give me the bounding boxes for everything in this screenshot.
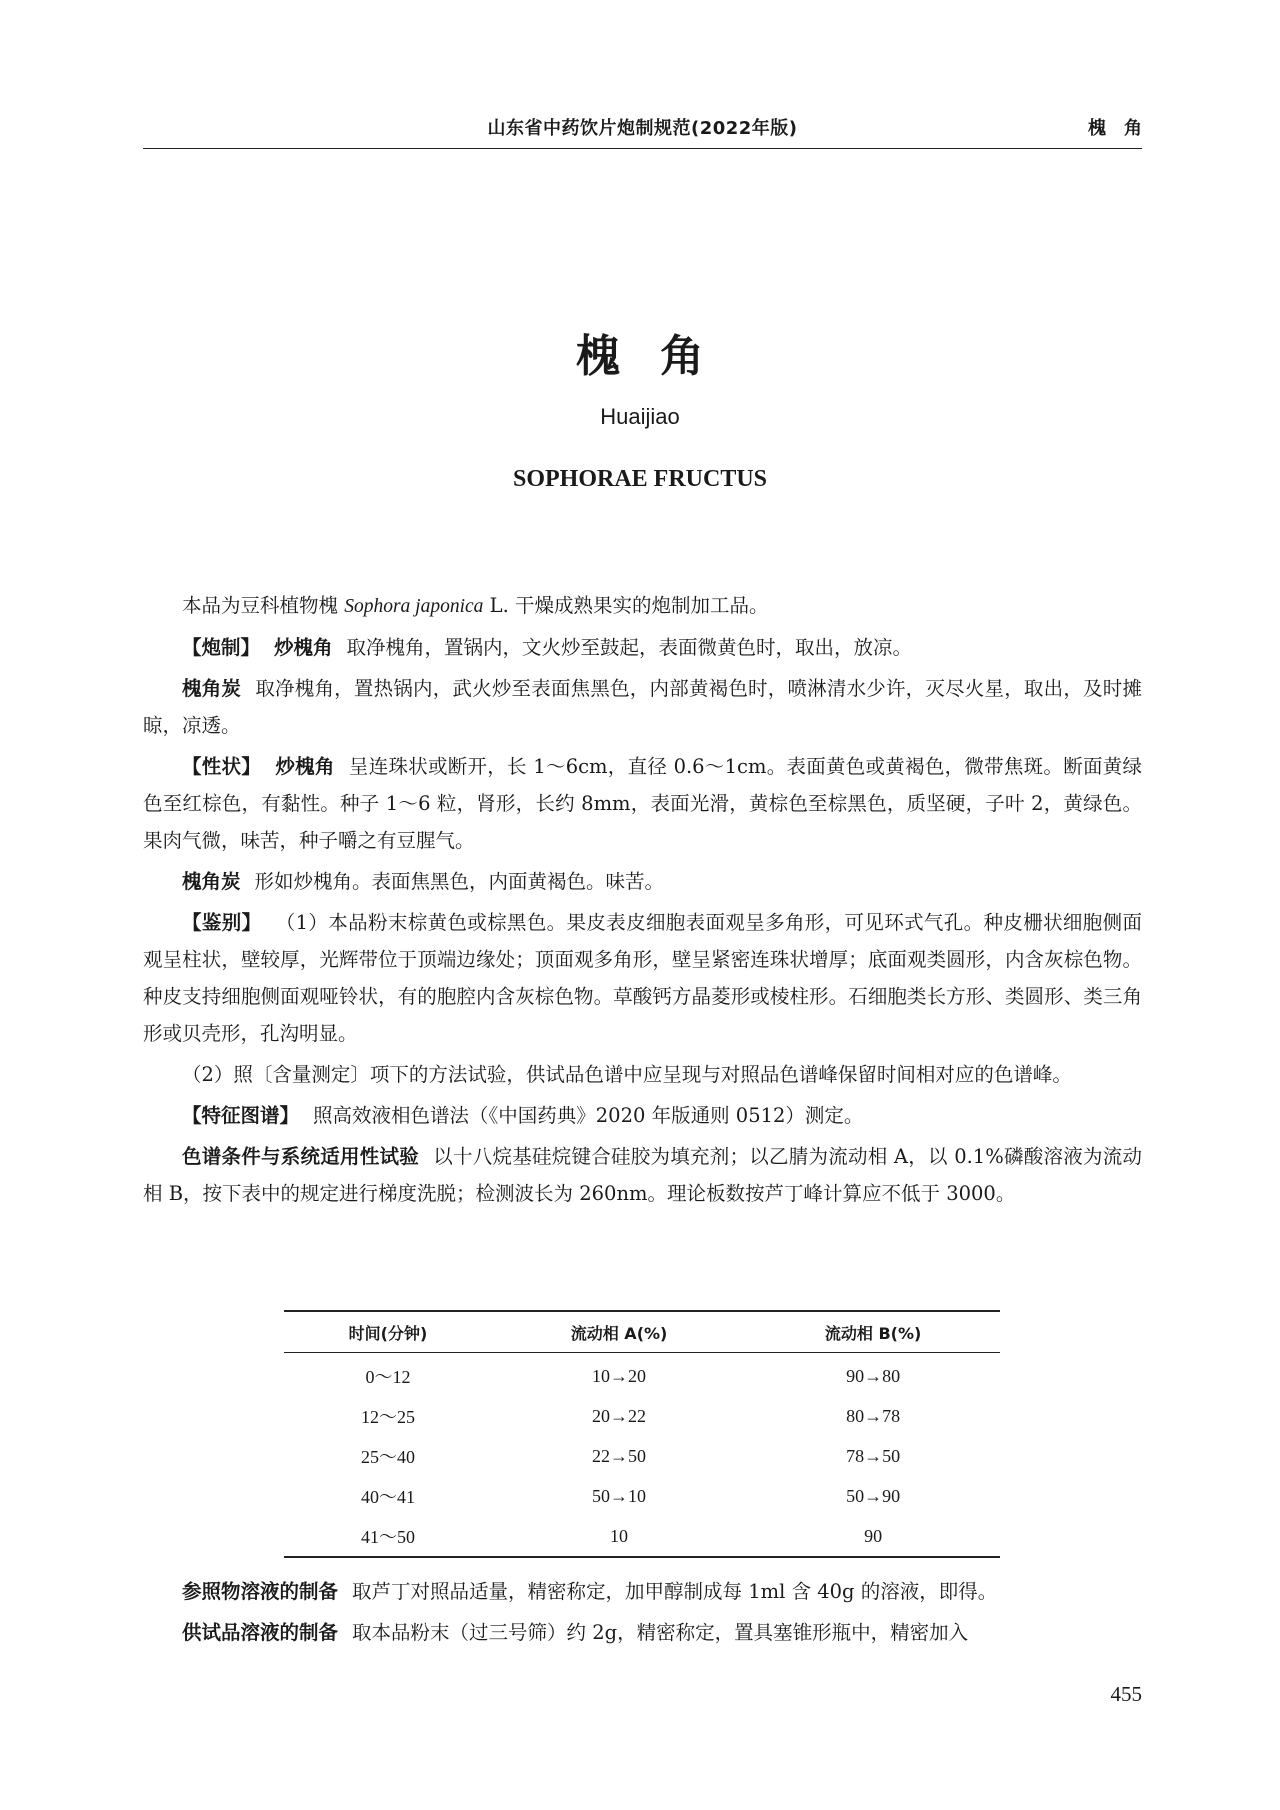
processing-charcoal-paragraph: 槐角炭 取净槐角，置热锅内，武火炒至表面焦黑色，内部黄褐色时，喷淋清水少许，灭尽火星，取出，及时摊晾，凉透。 [143, 677, 1142, 737]
table-cell: 0～12 [365, 1367, 411, 1387]
running-header [143, 108, 1160, 149]
subheading: 色谱条件与系统适用性试验 [182, 1145, 419, 1168]
page-number: 455 [1110, 1682, 1142, 1706]
table-cell: 80→78 [846, 1405, 901, 1426]
table-cell: 25～40 [360, 1447, 415, 1467]
chromatography-paragraph: 色谱条件与系统适用性试验 以十八烷基硅烷键合硅胶为填充剂；以乙腈为流动相 A，以 0.1%磷酸溶液为流动相 B，按下表中的规定进行梯度洗脱；检测波长为 260nm。理论板数按芦丁峰计算应不低于 3000。 [143, 1145, 1142, 1205]
table-cell: 22→50 [592, 1445, 647, 1466]
test-solution-paragraph: 供试品溶液的制备 取本品粉末（过三号筛）约 2g，精密称定，置具塞锥形瓶中，精密加入 [182, 1621, 969, 1644]
running-title: 槐角 [1088, 118, 1160, 139]
table-cell: 12～25 [360, 1407, 415, 1427]
monograph-body [143, 587, 1142, 1216]
identification-paragraph: 【鉴别】 （1）本品粉末棕黄色或棕黑色。果皮表皮细胞表面观呈多角形，可见环式气孔。种皮栅状细胞侧面观呈柱状，壁较厚，光辉带位于顶端边缘处；顶面观多角形，壁呈紧密连珠状增厚；底面观类圆形，内含灰棕色物。种皮支持细胞侧面观哑铃状，有的胞腔内含灰棕色物。草酸钙方晶菱形或棱柱形。石细胞类长方形、类圆形、类三角形或贝壳形，孔沟明显。 [143, 911, 1142, 1045]
section-heading-processing: 【炮制】 [182, 636, 261, 659]
subheading: 参照物溶液的制备 [182, 1580, 339, 1603]
fingerprint-paragraph: 【特征图谱】 照高效液相色谱法（《中国药典》2020 年版通则 0512）测定。 [182, 1104, 864, 1127]
processing-paragraph: 【炮制】 炒槐角 取净槐角，置锅内，文火炒至鼓起，表面微黄色时，取出，放凉。 [182, 636, 913, 659]
table-cell: 50→90 [846, 1485, 901, 1506]
table-header-cell: 流动相 B(%) [746, 1311, 1000, 1353]
description-paragraph: 【性状】 炒槐角 呈连珠状或断开，长 1～6cm，直径 0.6～1cm。表面黄色或黄褐色，微带焦斑。断面黄绿色至红棕色，有黏性。种子 1～6 粒，肾形，长约 8mm，表面光滑，黄棕色至棕黑色，质坚硬，子叶 2，黄绿色。果肉气微，味苦，种子嚼之有豆腥气。 [143, 755, 1142, 852]
monograph-latin-name: SOPHORAE FRUCTUS [512, 466, 768, 492]
reference-solution-paragraph: 参照物溶液的制备 取芦丁对照品适量，精密称定，加甲醇制成每 1ml 含 40g 的溶液，即得。 [182, 1580, 998, 1603]
table-row [284, 1476, 1000, 1516]
table-cell: 41～50 [360, 1527, 415, 1547]
subheading: 炒槐角 [275, 755, 335, 778]
table-header-row [284, 1311, 1000, 1353]
table-cell: 10 [610, 1525, 629, 1546]
table-cell: 40～41 [360, 1487, 415, 1507]
table-cell: 20→22 [592, 1405, 647, 1426]
gradient-table [284, 1310, 1000, 1558]
identification-2-paragraph: （2）照〔含量测定〕项下的方法试验，供试品色谱中应呈现与对照品色谱峰保留时间相对应的色谱峰。 [182, 1063, 1072, 1086]
table-header-cell: 时间(分钟) [284, 1311, 492, 1353]
section-heading-identification: 【鉴别】 [182, 911, 262, 934]
table-cell: 50→10 [592, 1485, 647, 1506]
table-row [284, 1436, 1000, 1476]
section-heading-description: 【性状】 [182, 755, 262, 778]
book-title: 山东省中药饮片炮制规范(2022年版) [487, 118, 798, 139]
species-name: Sophora japonica [344, 596, 484, 617]
description-charcoal-paragraph: 槐角炭 形如炒槐角。表面焦黑色，内面黄褐色。味苦。 [182, 870, 665, 893]
subheading: 槐角炭 [182, 870, 241, 893]
monograph-pinyin: Huaijiao [600, 404, 680, 429]
table-cell: 90→80 [846, 1365, 901, 1386]
monograph-title: 槐角 [576, 331, 744, 382]
subheading: 供试品溶液的制备 [182, 1621, 339, 1644]
table-header-cell: 流动相 A(%) [492, 1311, 746, 1353]
table-row [284, 1353, 1000, 1397]
table-cell: 78→50 [846, 1445, 901, 1466]
section-heading-fingerprint: 【特征图谱】 [182, 1104, 300, 1127]
intro-paragraph: 本品为豆科植物槐 Sophora japonica L. 干燥成熟果实的炮制加工品。 [182, 594, 769, 617]
subheading: 槐角炭 [182, 677, 242, 700]
table-row [284, 1396, 1000, 1436]
table-cell: 90 [864, 1525, 883, 1546]
table-cell: 10→20 [592, 1365, 647, 1386]
subheading: 炒槐角 [274, 636, 333, 659]
table-row [284, 1516, 1000, 1557]
monograph-body-continued [143, 1573, 1142, 1655]
